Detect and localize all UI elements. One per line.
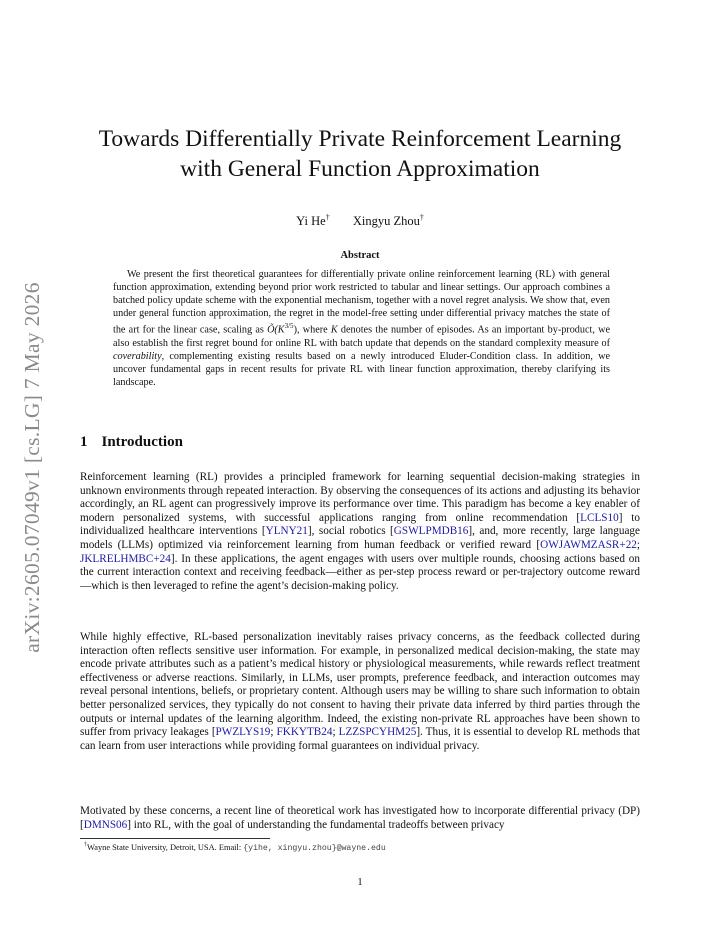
abstract-part-4: , complementing existing results based on a newly introduced Eluder-Condition class. In addition, we uncover fundamental gaps in recent results for private RL with linear function approximation, thereby clarifying its landscape.: [113, 350, 610, 389]
p3-text-a: Motivated by these concerns, a recent line of theoretical work has investigated how to incorporate differential privacy (DP) [: [80, 805, 640, 831]
p1-text-a: Reinforcement learning (RL) provides a principled framework for learning sequential decision-making strategies in unknown environments through repeated interaction. By observing the consequences of its actions and adjusting its behavior accordingly, an RL agent can progressively improve its performance over time. This paradigm has become a key enabler of modern personalized systems, with successful applications ranging from online recommendation [: [80, 471, 640, 524]
regret-bound-math: Õ(K: [267, 324, 285, 336]
abstract-part-2: ), where: [293, 324, 331, 336]
arxiv-identifier-text: arXiv:2605.07049v1 [cs.LG] 7 May 2026: [19, 281, 44, 653]
affiliation-footnote: [84, 842, 386, 853]
footnote-mark: †: [84, 842, 87, 848]
abstract-part-1: We present the first theoretical guarantees for differentially private online reinforcement learning (RL) with general function approximation, extending beyond prior work restricted to tabular and linear settings. Our approach combines a batched policy update scheme with the exponential mechanism, together with a novel regret analysis. We show that, even under general function approximation, the regret in the model-free setting under differential privacy matches the state of the art for the linear case, scaling as: [113, 269, 610, 336]
author-list: [80, 213, 640, 229]
regret-bound-exponent: 3/5: [284, 322, 294, 331]
p1-text-d: ], and, more recently, large language models (LLMs) optimized via reinforcement learning from human feedback or verified reward [: [80, 525, 640, 551]
author-1-affiliation-mark: †: [325, 213, 330, 222]
author-1-name: Yi He: [296, 214, 326, 229]
footnote-text: Wayne State University, Detroit, USA. Email:: [87, 842, 244, 852]
citation-link[interactable]: GSWLPMDB16: [393, 525, 469, 538]
citation-link[interactable]: YLNY21: [265, 525, 308, 538]
author-2-affiliation-mark: †: [419, 213, 424, 222]
p3-text-b: ] into RL, with the goal of understanding the fundamental tradeoffs between privacy: [127, 818, 505, 831]
title-line-1: Towards Differentially Private Reinforcement Learning: [98, 126, 622, 152]
intro-paragraph-1: [80, 471, 640, 593]
arxiv-identifier-stamp: [14, 262, 50, 672]
citation-separator: ;: [636, 538, 640, 551]
intro-paragraph-3: [80, 805, 640, 832]
p2-text-b: ]. Thus, it is essential to develop RL methods that can learn from user interactions while providing formal guarantees on individual privacy.: [80, 726, 640, 752]
p1-text-b: ] to individualized healthcare interventions [: [80, 511, 640, 538]
author-1: [296, 214, 330, 228]
p1-text-e: ]. In these applications, the agent engages with users over multiple rounds, choosing actions based on the current interaction context and receiving feedback—either as per-step process reward or per-trajectory outcome reward—which is then leveraged to refine the agent’s decision-making policy.: [80, 552, 640, 592]
citation-link[interactable]: FKKYTB24: [276, 726, 333, 739]
page-number: 1: [357, 877, 363, 888]
episodes-variable: K: [330, 324, 338, 336]
citation-link[interactable]: LCLS10: [580, 511, 619, 524]
abstract-part-3: denotes the number of episodes. As an important by-product, we also establish the first regret bound for online RL with batch update that depends on the standard complexity measure of: [113, 324, 610, 349]
paper-title: [80, 124, 640, 184]
footnote-divider: [80, 838, 270, 839]
citation-link[interactable]: JKLRELHMBC+24: [80, 552, 171, 565]
citation-link[interactable]: DMNS06: [83, 818, 128, 831]
author-email: {yihe, xingyu.zhou}@wayne.edu: [243, 843, 386, 853]
p2-text-a: While highly effective, RL-based personalization inevitably raises privacy concerns, as the feedback collected during interaction often reflects sensitive user information. For example, in personalized medical decision-making, the state may encode private attributes such as a patient’s medical history or physiological measurements, while rewards reflect treatment effectiveness or adverse reactions. Similarly, in LLMs, user prompts, preference feedback, and interaction outcomes may reveal personal intentions, beliefs, or proprietary content. Although users may be willing to share such information to obtain better personalized services, they typically do not consent to having their private data inferred by third parties through the outputs or internal updates of the learning algorithm. Indeed, the existing non-private RL approaches have been shown to suffer from privacy leakages [: [80, 631, 640, 739]
citation-link[interactable]: PWZLYS19: [215, 726, 271, 739]
abstract-heading: Abstract: [340, 250, 380, 261]
section-heading-introduction: [80, 434, 183, 451]
title-line-2: with General Function Approximation: [180, 156, 540, 182]
coverability-term: coverability: [113, 350, 162, 362]
author-2-name: Xingyu Zhou: [352, 214, 420, 229]
intro-paragraph-2: [80, 631, 640, 753]
section-title-text: Introduction: [101, 434, 183, 450]
citation-link[interactable]: OWJAWMZASR+22: [540, 538, 637, 551]
section-number: 1: [80, 434, 88, 450]
p1-text-c: ], social robotics [: [307, 525, 394, 538]
citation-link[interactable]: LZZSPCYHM25: [338, 726, 417, 739]
citation-separator: ;: [270, 726, 277, 739]
abstract-text: [113, 268, 610, 389]
author-2: [353, 214, 424, 228]
citation-separator: ;: [332, 726, 339, 739]
